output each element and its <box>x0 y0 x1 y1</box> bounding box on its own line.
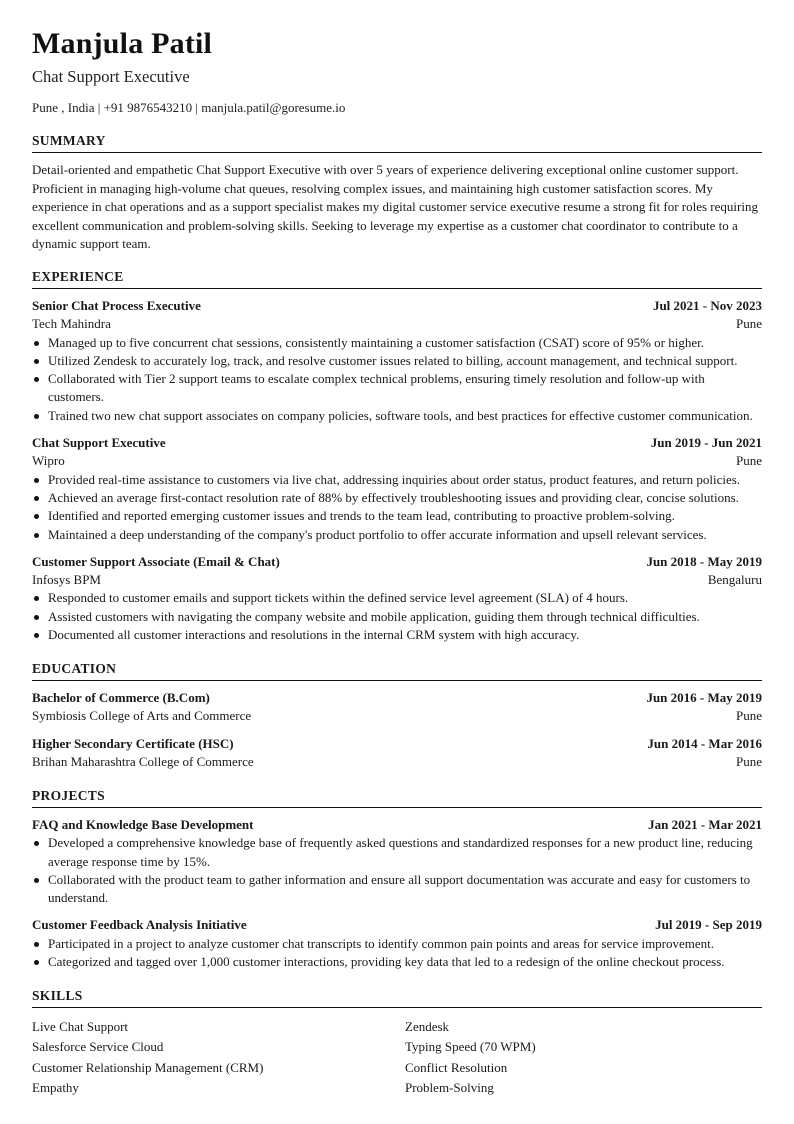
bullet-list <box>32 471 762 544</box>
project-title: Customer Feedback Analysis Initiative <box>32 917 247 933</box>
role-location: Pune <box>736 453 762 469</box>
school-name: Symbiosis College of Arts and Commerce <box>32 708 252 724</box>
bullet-item: Assisted customers with navigating the company website and mobile application, guiding them through technical difficulties. <box>32 608 762 626</box>
experience-heading: EXPERIENCE <box>32 269 762 289</box>
role-dates: Jun 2019 - Jun 2021 <box>650 435 762 451</box>
role-dates: Jul 2021 - Nov 2023 <box>652 298 762 313</box>
project-title: FAQ and Knowledge Base Development <box>32 817 254 832</box>
skill-item: Salesforce Service Cloud <box>32 1039 164 1055</box>
role-location: Pune <box>736 316 762 332</box>
role-title: Senior Chat Process Executive <box>32 298 201 313</box>
bullet-item: Maintained a deep understanding of the company's product portfolio to offer accurate information and upsell relevant services. <box>32 526 762 544</box>
degree-dates: Jun 2016 - May 2019 <box>646 690 762 705</box>
bullet-list <box>32 334 762 425</box>
bullet-item: Developed a comprehensive knowledge base of frequently asked questions and standardized responses for a new product line, reducing average response time by 15%. <box>32 834 762 871</box>
experience-entry <box>32 553 762 644</box>
summary-section <box>32 133 762 254</box>
projects-heading: PROJECTS <box>32 788 762 808</box>
degree-title: Bachelor of Commerce (B.Com) <box>32 690 210 705</box>
skills-grid <box>32 1018 762 1097</box>
school-location: Pune <box>736 753 762 769</box>
role-title: Customer Support Associate (Email & Chat) <box>32 553 280 569</box>
school-name: Brihan Maharashtra College of Commerce <box>32 753 254 769</box>
experience-entry <box>32 297 762 425</box>
skills-section <box>32 988 762 1097</box>
degree-title: Higher Secondary Certificate (HSC) <box>32 735 234 751</box>
company-name: Wipro <box>32 453 65 469</box>
degree-dates: Jun 2014 - Mar 2016 <box>647 735 762 751</box>
skill-item: Customer Relationship Management (CRM) <box>32 1059 264 1075</box>
skill-item: Typing Speed (70 WPM) <box>405 1039 536 1055</box>
education-section <box>32 661 762 780</box>
education-entry <box>32 689 762 726</box>
education-heading: EDUCATION <box>32 661 762 681</box>
company-name: Tech Mahindra <box>32 316 111 332</box>
bullet-item: Categorized and tagged over 1,000 customer interactions, providing key data that led to a redesign of the online checkout process. <box>32 953 762 971</box>
summary-text: Detail-oriented and empathetic Chat Support Executive with over 5 years of experience delivering exceptional online customer support. Proficient in managing high-volume chat queues, resolving complex issues, and maintaining high customer satisfaction scores. My experience in chat operations and as a support specialist makes my digital customer service executive resume a strong fit for roles requiring excellent communication and problem-solving skills. Seeking to leverage my expertise as a customer chat coordinator to contribute to a dynamic support team. <box>32 162 758 252</box>
bullet-list <box>32 589 762 644</box>
job-title: Chat Support Executive <box>32 67 190 86</box>
bullet-item: Responded to customer emails and support tickets within the defined service level agreement (SLA) of 4 hours. <box>32 589 762 607</box>
skill-item: Problem-Solving <box>405 1080 494 1096</box>
projects-section <box>32 788 762 980</box>
role-dates: Jun 2018 - May 2019 <box>646 553 762 569</box>
bullet-item: Managed up to five concurrent chat sessions, consistently maintaining a customer satisfaction (CSAT) score of 95% or higher. <box>32 334 762 352</box>
bullet-item: Trained two new chat support associates on company policies, software tools, and best practices for effective customer communication. <box>32 407 762 425</box>
bullet-item: Identified and reported emerging customer issues and trends to the team lead, contributing to proactive problem-solving. <box>32 507 762 525</box>
summary-heading: SUMMARY <box>32 133 762 153</box>
skills-heading: SKILLS <box>32 988 762 1008</box>
bullet-list <box>32 834 762 907</box>
bullet-item: Participated in a project to analyze customer chat transcripts to identify common pain points and areas for service improvement. <box>32 935 762 953</box>
bullet-item: Collaborated with the product team to gather information and ensure all support documentation was accurate and easy for customers to understand. <box>32 871 762 908</box>
bullet-list <box>32 935 762 972</box>
contact-line: Pune , India | +91 9876543210 | manjula.patil@goresume.io <box>32 100 346 115</box>
company-name: Infosys BPM <box>32 572 101 588</box>
bullet-item: Collaborated with Tier 2 support teams to escalate complex technical problems, ensuring timely resolution and follow-up with customers. <box>32 370 762 407</box>
bullet-item: Provided real-time assistance to customers via live chat, addressing inquiries about order status, product features, and return policies. <box>32 471 762 489</box>
bullet-item: Documented all customer interactions and resolutions in the internal CRM system with high accuracy. <box>32 626 762 644</box>
candidate-name: Manjula Patil <box>32 27 213 60</box>
skill-item: Live Chat Support <box>32 1019 129 1034</box>
project-dates: Jan 2021 - Mar 2021 <box>648 817 762 832</box>
project-entry <box>32 816 762 907</box>
education-entry <box>32 735 762 772</box>
experience-entry <box>32 434 762 544</box>
project-dates: Jul 2019 - Sep 2019 <box>655 917 762 933</box>
skill-item: Zendesk <box>405 1019 450 1034</box>
bullet-item: Utilized Zendesk to accurately log, track, and resolve customer issues related to billing, account management, and technical support. <box>32 352 762 370</box>
skill-item: Conflict Resolution <box>405 1059 508 1075</box>
project-entry <box>32 916 762 971</box>
role-title: Chat Support Executive <box>32 435 166 451</box>
role-location: Bengaluru <box>707 572 762 588</box>
bullet-item: Achieved an average first-contact resolution rate of 88% by effectively troubleshooting issues and providing clear, concise solutions. <box>32 489 762 507</box>
school-location: Pune <box>736 708 762 724</box>
experience-section <box>32 269 762 653</box>
skill-item: Empathy <box>32 1080 79 1096</box>
